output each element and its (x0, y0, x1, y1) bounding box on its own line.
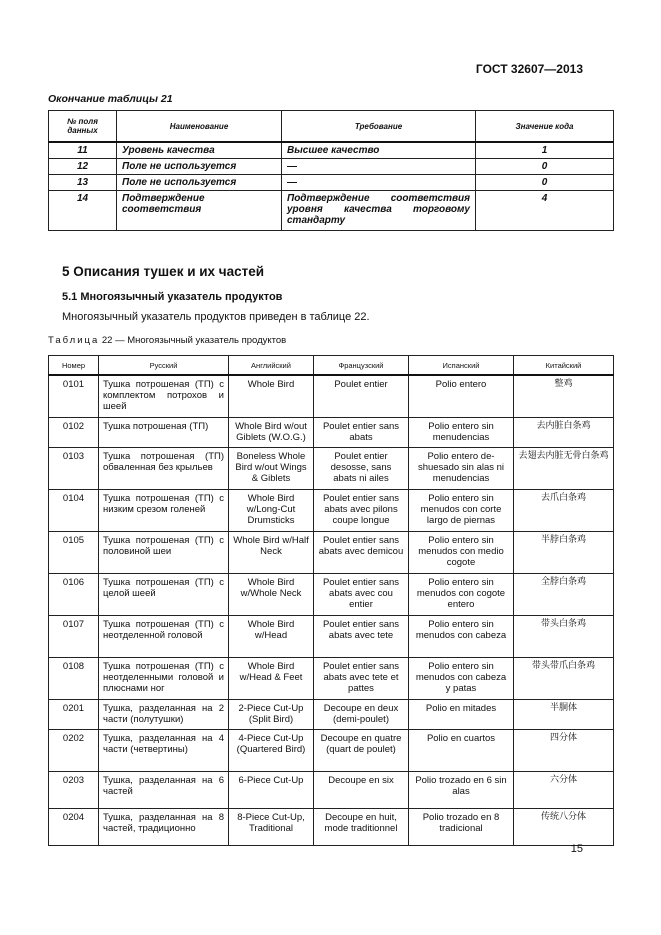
table-cell: Polio entero sin menudos con cogote entero (409, 573, 514, 615)
table-cell: 0104 (49, 489, 99, 531)
table22-col-russian: Русский (99, 356, 229, 376)
table-cell: Тушка, разделанная на 4 части (четвертины) (99, 729, 229, 771)
table22-col-spanish: Испанский (409, 356, 514, 376)
table-cell: 0103 (49, 447, 99, 489)
table-row (49, 417, 614, 447)
table-cell: Decoupe en quatre (quart de poulet) (314, 729, 409, 771)
table-cell: 13 (49, 175, 117, 191)
table-cell: 0 (476, 175, 614, 191)
table-cell: Polio entero sin menudos con cabeza y patas (409, 657, 514, 699)
table-cell: Poulet entier sans abats avec pilons coupe longue (314, 489, 409, 531)
table-cell: 2-Piece Cut-Up (Split Bird) (229, 699, 314, 729)
table-cell: 四分体 (514, 729, 614, 771)
table-cell: Polio entero deshuesado sin alas ni menudencias (409, 447, 514, 489)
table-cell: Whole Bird w/Long-Cut Drumsticks (229, 489, 314, 531)
table-cell: Уровень качества (117, 142, 282, 159)
table-cell: Decoupe en huit, mode traditionnel (314, 808, 409, 845)
table-cell: Тушка потрошеная (ТП) с низким срезом голеней (99, 489, 229, 531)
table-cell: 半胴体 (514, 699, 614, 729)
table-cell: 0 (476, 159, 614, 175)
table-cell: Poulet entier sans abats avec cou entier (314, 573, 409, 615)
table-cell: Тушка, разделанная на 2 части (полутушки) (99, 699, 229, 729)
table-cell: 六分体 (514, 771, 614, 808)
subsection-title: 5.1 Многоязычный указатель продуктов (62, 291, 283, 303)
table22-col-chinese: Китайский (514, 356, 614, 376)
table-cell: Poulet entier (314, 375, 409, 417)
table-cell: 半脖白条鸡 (514, 531, 614, 573)
table21-col-field-no: № поля данных (49, 111, 117, 143)
table-cell: 0202 (49, 729, 99, 771)
table-cell: 8-Piece Cut-Up, Traditional (229, 808, 314, 845)
table-cell: 11 (49, 142, 117, 159)
table-cell: 0101 (49, 375, 99, 417)
table-cell: Decoupe en six (314, 771, 409, 808)
table-cell: Polio trozado en 8 tradicional (409, 808, 514, 845)
table-cell: 去内脏白条鸡 (514, 417, 614, 447)
table-cell: Whole Bird w/Head & Feet (229, 657, 314, 699)
table-row (49, 142, 614, 159)
table-cell: — (282, 175, 476, 191)
table-row (49, 159, 614, 175)
table-cell: Boneless Whole Bird w/out Wings & Giblets (229, 447, 314, 489)
table-cell: Polio entero sin menudos con cabeza (409, 615, 514, 657)
table-cell: Whole Bird w/Half Neck (229, 531, 314, 573)
table-cell: 4-Piece Cut-Up (Quartered Bird) (229, 729, 314, 771)
table-cell: Polio en mitades (409, 699, 514, 729)
table-row (49, 447, 614, 489)
table-21 (48, 110, 614, 231)
table-cell: Polio entero sin menudos con corte largo de piernas (409, 489, 514, 531)
table22-header-row (49, 356, 614, 376)
table22-caption (48, 335, 286, 346)
table-cell: Тушка потрошеная (ТП) с комплектом потрохов и шеей (99, 375, 229, 417)
table-cell: Тушка потрошеная (ТП) с целой шеей (99, 573, 229, 615)
table-cell: 去翅去内脏无骨白条鸡 (514, 447, 614, 489)
table-cell: Высшее качество (282, 142, 476, 159)
table-cell: 带头白条鸡 (514, 615, 614, 657)
table-cell: Polio en cuartos (409, 729, 514, 771)
table-cell: 去爪白条鸡 (514, 489, 614, 531)
table-cell: Whole Bird w/Whole Neck (229, 573, 314, 615)
section-paragraph: Многоязычный указатель продуктов приведен в таблице 22. (62, 311, 370, 323)
table-cell: Polio entero sin menudos con medio cogote (409, 531, 514, 573)
table-cell: 14 (49, 191, 117, 231)
table-cell: 12 (49, 159, 117, 175)
table22-col-french: Французский (314, 356, 409, 376)
table-cell: 0204 (49, 808, 99, 845)
table-cell: Polio trozado en 6 sin alas (409, 771, 514, 808)
table-cell: 6-Piece Cut-Up (229, 771, 314, 808)
table-cell: Poulet entier sans abats avec tete (314, 615, 409, 657)
table-row (49, 771, 614, 808)
table22-col-english: Английский (229, 356, 314, 376)
table-cell: 1 (476, 142, 614, 159)
table-row (49, 191, 614, 231)
page-number: 15 (570, 843, 583, 855)
table-cell: Поле не используется (117, 175, 282, 191)
table-cell: Тушка потрошеная (ТП) с неотделенной головой (99, 615, 229, 657)
table21-col-requirement: Требование (282, 111, 476, 143)
table-cell: 0201 (49, 699, 99, 729)
table-row (49, 729, 614, 771)
table-cell: 0203 (49, 771, 99, 808)
table-row (49, 489, 614, 531)
table-cell: Poulet entier sans abats avec tete et pattes (314, 657, 409, 699)
table-cell: Поле не используется (117, 159, 282, 175)
table-cell: Тушка потрошеная (ТП) с неотделенными головой и плюснами ног (99, 657, 229, 699)
table-cell: Тушка, разделанная на 6 частей (99, 771, 229, 808)
table-row (49, 808, 614, 845)
table-cell: Подтверждение соответствия (117, 191, 282, 231)
table-cell: Poulet entier sans abats avec demicou (314, 531, 409, 573)
section-title: 5 Описания тушек и их частей (62, 264, 265, 279)
table22-caption-text: 22 — Многоязычный указатель продуктов (99, 335, 287, 346)
table-cell: 0108 (49, 657, 99, 699)
table-cell: Подтверждение соответствия уровня качества торговому стандарту (282, 191, 476, 231)
table-cell: Polio entero sin menudencias (409, 417, 514, 447)
table-cell: Whole Bird (229, 375, 314, 417)
table-cell: Poulet entier sans abats (314, 417, 409, 447)
table21-col-name: Наименование (117, 111, 282, 143)
table-cell: — (282, 159, 476, 175)
table-cell: Polio entero (409, 375, 514, 417)
table-cell: Whole Bird w/out Giblets (W.O.G.) (229, 417, 314, 447)
table-cell: 0107 (49, 615, 99, 657)
table-cell: 4 (476, 191, 614, 231)
table-cell: Тушка, разделанная на 8 частей, традиционно (99, 808, 229, 845)
table-cell: 0106 (49, 573, 99, 615)
table-row (49, 699, 614, 729)
table-cell: 0105 (49, 531, 99, 573)
table21-caption: Окончание таблицы 21 (48, 93, 173, 105)
table-cell: 整鸡 (514, 375, 614, 417)
table-row (49, 531, 614, 573)
table22-caption-label: Таблица (48, 335, 100, 346)
table-cell: Decoupe en deux (demi-poulet) (314, 699, 409, 729)
table-row (49, 375, 614, 417)
table-cell: 带头带爪白条鸡 (514, 657, 614, 699)
table-cell: 0102 (49, 417, 99, 447)
table-row (49, 657, 614, 699)
table22-col-number: Номер (49, 356, 99, 376)
table-row (49, 615, 614, 657)
table-cell: Whole Bird w/Head (229, 615, 314, 657)
table-cell: 传统八分体 (514, 808, 614, 845)
table21-header-row (49, 111, 614, 143)
table-cell: 全脖白条鸡 (514, 573, 614, 615)
standard-header: ГОСТ 32607—2013 (475, 62, 583, 76)
table-row (49, 175, 614, 191)
table-cell: Тушка потрошеная (ТП) обваленная без крыльев (99, 447, 229, 489)
table21-col-code: Значение кода (476, 111, 614, 143)
table-cell: Poulet entier desosse, sans abats ni ailes (314, 447, 409, 489)
table-row (49, 573, 614, 615)
table-22 (48, 355, 614, 846)
table-cell: Тушка потрошеная (ТП) (99, 417, 229, 447)
table-cell: Тушка потрошеная (ТП) с половиной шеи (99, 531, 229, 573)
